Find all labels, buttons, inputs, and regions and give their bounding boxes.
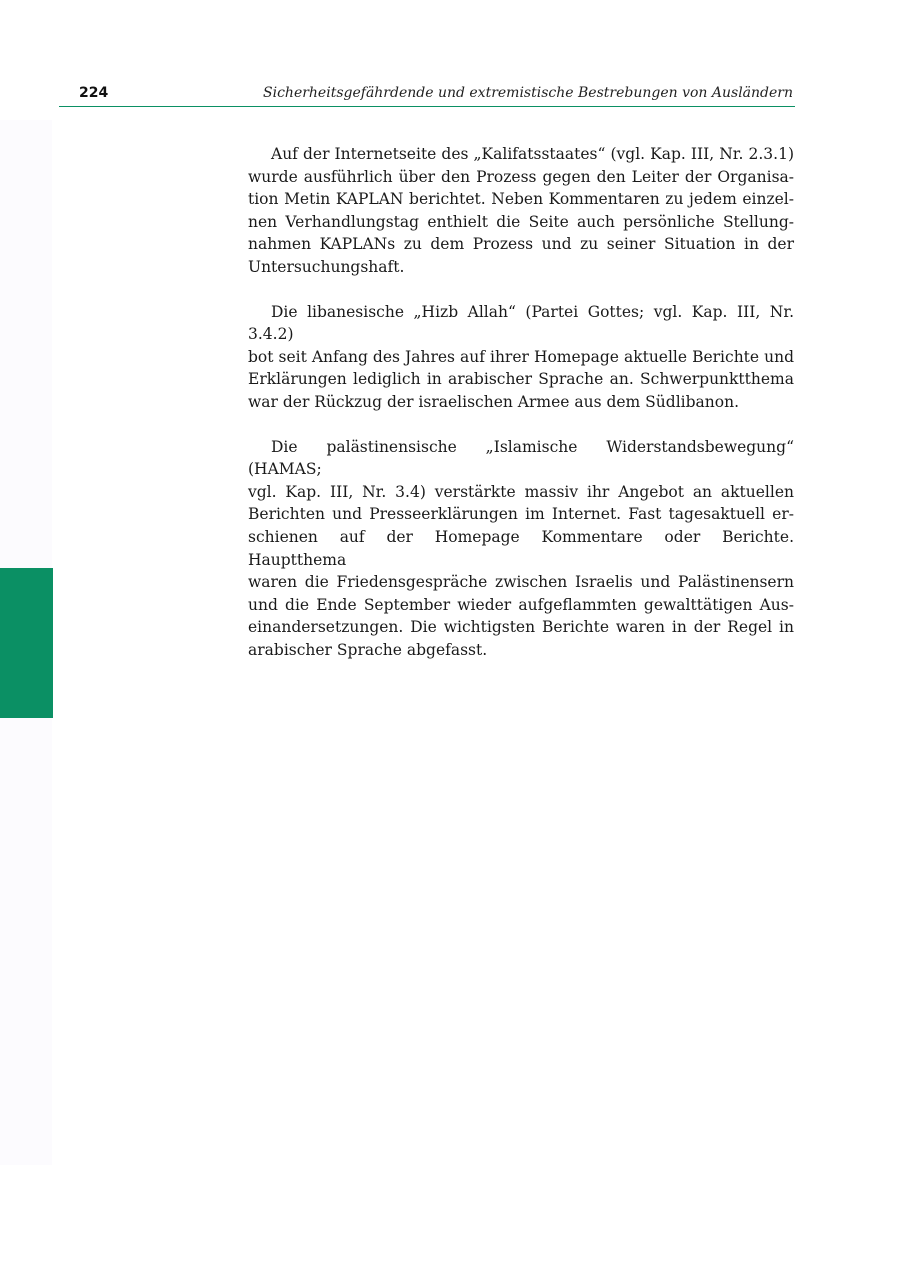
text-line: nen Verhandlungstag enthielt die Seite auch persönliche Stellung- (248, 212, 794, 231)
text-line: Untersuchungshaft. (248, 257, 405, 276)
paragraph-hizb-allah (248, 301, 794, 414)
body-text (248, 143, 794, 683)
text-line: vgl. Kap. III, Nr. 3.4) verstärkte massiv ihr Angebot an aktuellen (248, 482, 794, 501)
text-line: Auf der Internetseite des „Kalifatsstaates“ (vgl. Kap. III, Nr. 2.3.1) (271, 145, 794, 163)
chapter-tab-marker (0, 568, 53, 718)
text-line: Die palästinensische „Islamische Widerstandsbewegung“ (HAMAS; (248, 437, 794, 479)
running-title: Sicherheitsgefährdende und extremistische Bestrebungen von Ausländern (263, 85, 793, 101)
text-line: waren die Friedensgespräche zwischen Israelis und Palästinensern (248, 573, 794, 592)
text-line: arabischer Sprache abgefasst. (248, 640, 488, 659)
text-line: Berichten und Presseerklärungen im Internet. Fast tagesaktuell er- (248, 505, 794, 524)
text-line: tion Metin KAPLAN berichtet. Neben Kommentaren zu jedem einzel- (248, 190, 794, 209)
page-number: 224 (79, 85, 109, 101)
text-line: Erklärungen lediglich in arabischer Sprache an. Schwerpunktthema (248, 370, 794, 389)
text-line: und die Ende September wieder aufgeflammten gewalttätigen Aus- (248, 595, 794, 614)
text-line: Die libanesische „Hizb Allah“ (Partei Gottes; vgl. Kap. III, Nr. 3.4.2) (248, 302, 794, 344)
text-line: wurde ausführlich über den Prozess gegen den Leiter der Organisa- (248, 167, 794, 186)
text-line: war der Rückzug der israelischen Armee aus dem Südlibanon. (248, 392, 740, 411)
text-line: einandersetzungen. Die wichtigsten Berichte waren in der Regel in (248, 618, 794, 637)
text-line: schienen auf der Homepage Kommentare oder Berichte. Hauptthema (248, 527, 794, 569)
paragraph-hamas (248, 436, 794, 662)
text-line: bot seit Anfang des Jahres auf ihrer Homepage aktuelle Berichte und (248, 347, 794, 366)
text-line: nahmen KAPLANs zu dem Prozess und zu seiner Situation in der (248, 235, 794, 254)
page-header (59, 82, 795, 107)
paragraph-kalifatsstaat (248, 143, 794, 279)
